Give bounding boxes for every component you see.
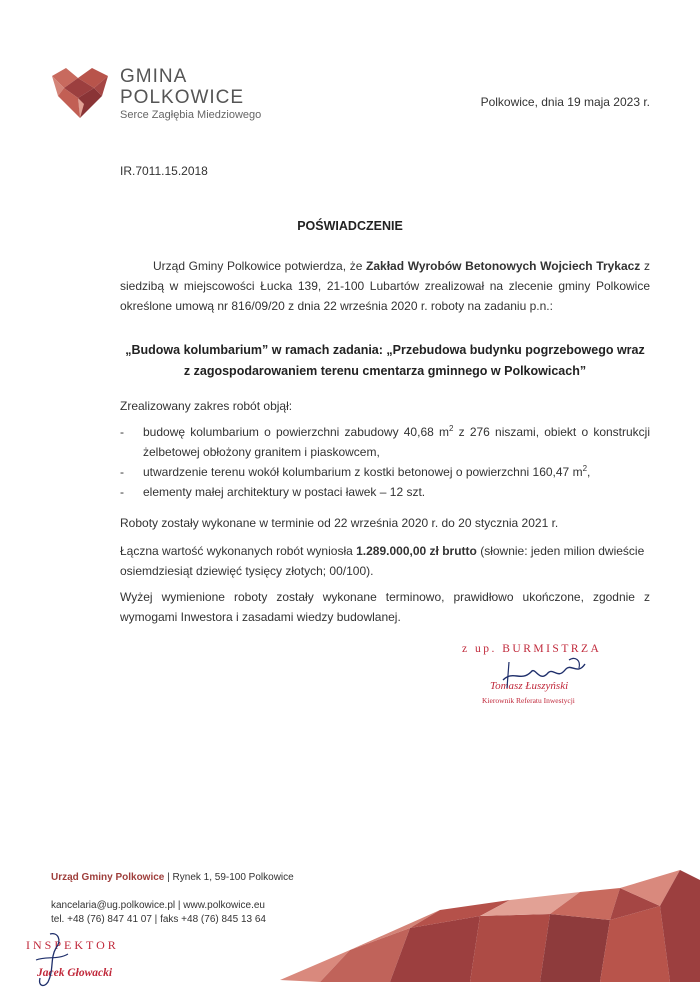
intro-paragraph [120, 256, 650, 316]
stamp-role: z up. BURMISTRZA [462, 643, 602, 655]
footer-contact-line1: kancelaria@ug.polkowice.pl | www.polkowice.eu [51, 900, 265, 911]
scope-heading: Zrealizowany zakres robót objął: [120, 399, 293, 413]
footer-contact [51, 899, 266, 927]
company-name: Zakład Wyrobów Betonowych Wojciech Trykacz [366, 259, 641, 273]
footer-address-text: | Rynek 1, 59-100 Polkowice [164, 872, 294, 883]
inspector-role: INSPEKTOR [26, 938, 119, 952]
logo-name-line2: POLKOWICE [120, 87, 245, 108]
document-date: Polkowice, dnia 19 maja 2023 r. [480, 95, 650, 109]
list-item [120, 422, 650, 462]
list-dash: - [120, 425, 124, 439]
footer-address [51, 872, 294, 883]
task-title-line2: z zagospodarowaniem terenu cmentarza gminnego w Polkowicach” [183, 364, 587, 378]
gmina-polkowice-logo-icon [48, 68, 112, 118]
list-item-text-after: z 276 niszami, obiekt o konstrukcji żelbetowej obłożony granitem i piaskowcem, [143, 425, 651, 459]
list-dash: - [120, 465, 124, 479]
superscript: 2 [582, 464, 588, 473]
list-item-text: budowę kolumbarium o powierzchni zabudowy 40,68 m [143, 425, 449, 439]
list-dash: - [120, 485, 124, 499]
inspector-name: Jacek Głowacki [37, 967, 113, 979]
logo-wordmark [120, 66, 261, 121]
stamp-name: Tomasz Łuszyński [490, 680, 569, 692]
task-title [100, 340, 670, 382]
scope-list [120, 422, 650, 502]
reference-number: IR.7011.15.2018 [120, 164, 208, 178]
value-paragraph [120, 541, 650, 581]
list-item-text: utwardzenie terenu wokół kolumbarium z kostki betonowej o powierzchni 160,47 m [143, 465, 583, 479]
inspector-signature-icon [28, 930, 78, 990]
intro-text-start: Urząd Gminy Polkowice potwierdza, że [153, 259, 367, 273]
timeline-paragraph: Roboty zostały wykonane w terminie od 22 września 2020 r. do 20 stycznia 2021 r. [120, 516, 559, 530]
decorative-footer-shapes-icon [280, 870, 700, 1000]
superscript: 2 [448, 424, 454, 433]
footer-org-name: Urząd Gminy Polkowice [51, 872, 165, 883]
intro-text-end: z siedzibą w miejscowości Łucka 139, 21-100 Lubartów zrealizował na zlecenie gminy Polkowice określone umową nr 816/09/20 z dnia 22 września 2020 r. roboty na zadaniu p.n.: [120, 259, 650, 313]
closing-paragraph: Wyżej wymienione roboty zostały wykonane terminowo, prawidłowo ukończone, zgodnie z wymogami Inwestora i zasadami wiedzy budowlanej. [120, 590, 650, 624]
list-item-text-after: , [587, 465, 591, 479]
logo-name-line1: GMINA [120, 66, 188, 87]
footer-contact-line2: tel. +48 (76) 847 41 07 | faks +48 (76) 845 13 64 [51, 914, 266, 925]
value-text-end: (słownie: jeden milion dwieście osiemdziesiąt dziewięć tysięcy złotych; 00/100). [120, 544, 645, 578]
stamp-position: Kierownik Referatu Inwestycji [482, 696, 575, 705]
list-item [120, 462, 650, 482]
list-item-text: elementy małej architektury w postaci ławek – 12 szt. [143, 485, 426, 499]
logo-tagline: Serce Zagłębia Miedziowego [120, 109, 262, 121]
value-text-start: Łączna wartość wykonanych robót wyniosła [120, 544, 357, 558]
task-title-line1: „Budowa kolumbarium” w ramach zadania: „Przebudowa budynku pogrzebowego wraz [125, 343, 645, 357]
signature-icon [495, 652, 595, 692]
value-amount: 1.289.000,00 zł brutto [356, 544, 477, 558]
document-title: POŚWIADCZENIE [297, 219, 403, 233]
list-item [120, 482, 650, 502]
